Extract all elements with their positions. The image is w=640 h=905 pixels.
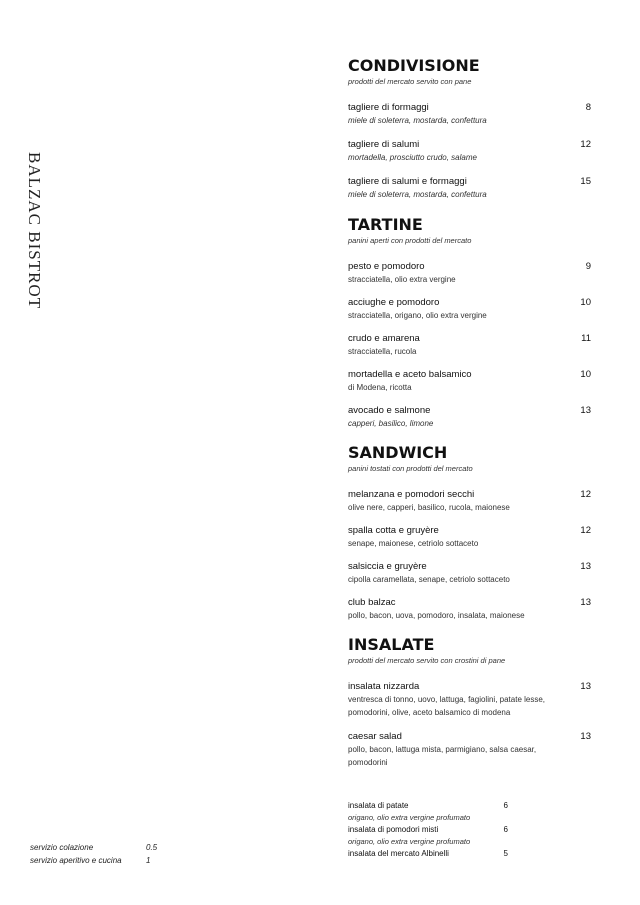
- menu-item: [348, 596, 593, 622]
- item-name: mortadella e aceto balsamico: [348, 369, 472, 380]
- item-desc: senape, maionese, cetriolo sottaceto: [348, 539, 479, 548]
- section-subtitle: panini tostati con prodotti del mercato: [348, 464, 473, 473]
- item-desc: mortadella, prosciutto crudo, salame: [348, 153, 477, 162]
- item-price: 12: [580, 139, 591, 150]
- item-desc: stracciatella, rucola: [348, 347, 417, 356]
- service-row: [30, 854, 170, 867]
- side-name: insalata di patate: [348, 801, 409, 810]
- item-price: 9: [585, 261, 591, 272]
- item-price: 13: [580, 731, 591, 742]
- side-item: [348, 800, 518, 824]
- item-desc: pollo, bacon, lattuga mista, parmigiano, salsa caesar, pomodorini: [348, 745, 537, 767]
- item-desc: ventresca di tonno, uovo, lattuga, fagiolini, patate lesse, pomodorini, olive, aceto balsamico di modena: [348, 695, 546, 717]
- item-desc: stracciatella, olio extra vergine: [348, 275, 456, 284]
- item-price: 13: [580, 597, 591, 608]
- item-price: 8: [585, 102, 591, 113]
- item-desc: stracciatella, origano, olio extra vergine: [348, 311, 487, 320]
- section-title: CONDIVISIONE: [348, 56, 480, 75]
- menu-item: [348, 368, 593, 394]
- section-title: SANDWICH: [348, 443, 448, 462]
- section-subtitle: prodotti del mercato servito con crostini di pane: [348, 656, 506, 665]
- side-desc: origano, olio extra vergine profumato: [348, 813, 471, 822]
- item-desc: miele di soleterra, mostarda, confettura: [348, 116, 487, 125]
- side-item: [348, 848, 518, 860]
- item-name: tagliere di salumi e formaggi: [348, 176, 467, 187]
- menu-item: [348, 524, 593, 550]
- side-price: 5: [503, 849, 508, 858]
- menu-item: [348, 138, 593, 164]
- item-name: caesar salad: [348, 731, 402, 742]
- item-name: tagliere di salumi: [348, 139, 420, 150]
- menu-item: [348, 560, 593, 586]
- service-charges: [30, 841, 170, 867]
- item-name: pesto e pomodoro: [348, 261, 425, 272]
- service-value: 1: [146, 856, 151, 865]
- menu-item: [348, 332, 593, 358]
- section-title: TARTINE: [348, 215, 423, 234]
- item-price: 13: [580, 405, 591, 416]
- item-desc: pollo, bacon, uova, pomodoro, insalata, maionese: [348, 611, 525, 620]
- side-item: [348, 824, 518, 848]
- item-name: melanzana e pomodori secchi: [348, 489, 475, 500]
- item-name: acciughe e pomodoro: [348, 297, 440, 308]
- item-desc: cipolla caramellata, senape, cetriolo sottaceto: [348, 575, 510, 584]
- item-desc: capperi, basilico, limone: [348, 419, 434, 428]
- menu-item: [348, 730, 593, 769]
- item-desc: di Modena, ricotta: [348, 383, 412, 392]
- section-title: INSALATE: [348, 635, 435, 654]
- item-price: 10: [580, 369, 591, 380]
- side-price: 6: [503, 801, 508, 810]
- item-name: tagliere di formaggi: [348, 102, 429, 113]
- item-name: avocado e salmone: [348, 405, 431, 416]
- item-price: 15: [580, 176, 591, 187]
- item-name: insalata nizzarda: [348, 681, 420, 692]
- service-label: servizio aperitivo e cucina: [30, 856, 122, 865]
- side-name: insalata di pomodori misti: [348, 825, 439, 834]
- item-name: crudo e amarena: [348, 333, 420, 344]
- menu-item: [348, 680, 593, 719]
- item-name: salsiccia e gruyère: [348, 561, 427, 572]
- menu-item: [348, 260, 593, 286]
- service-value: 0.5: [146, 843, 158, 852]
- side-price: 6: [503, 825, 508, 834]
- service-label: servizio colazione: [30, 843, 94, 852]
- item-price: 11: [581, 333, 591, 344]
- item-name: spalla cotta e gruyère: [348, 525, 439, 536]
- menu-item: [348, 488, 593, 514]
- brand-title: [22, 152, 48, 322]
- side-desc: origano, olio extra vergine profumato: [348, 837, 471, 846]
- item-desc: miele di soleterra, mostarda, confettura: [348, 190, 487, 199]
- menu-item: [348, 296, 593, 322]
- section-tartine: [348, 215, 593, 430]
- item-price: 12: [580, 525, 591, 536]
- item-desc: olive nere, capperi, basilico, rucola, maionese: [348, 503, 510, 512]
- side-salads: [348, 800, 518, 860]
- brand-name: BALZAC BISTROT: [25, 152, 44, 310]
- menu-column: [348, 56, 593, 769]
- section-sandwich: [348, 443, 593, 622]
- item-price: 13: [580, 681, 591, 692]
- section-subtitle: prodotti del mercato servito con pane: [348, 77, 472, 86]
- item-name: club balzac: [348, 597, 396, 608]
- service-row: [30, 841, 170, 854]
- item-price: 10: [580, 297, 591, 308]
- side-name: insalata del mercato Albinelli: [348, 849, 449, 858]
- item-price: 12: [580, 489, 591, 500]
- item-price: 13: [580, 561, 591, 572]
- menu-item: [348, 101, 593, 127]
- section-condivisione: [348, 56, 593, 201]
- section-subtitle: panini aperti con prodotti del mercato: [348, 236, 472, 245]
- menu-item: [348, 404, 593, 430]
- section-insalate: [348, 635, 593, 769]
- menu-item: [348, 175, 593, 201]
